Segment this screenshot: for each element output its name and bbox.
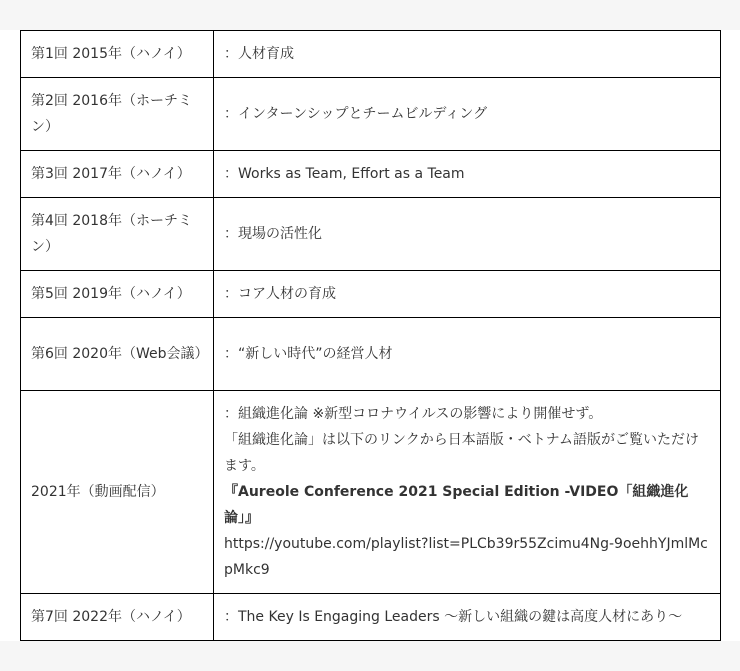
theme-cell: [214, 391, 721, 594]
video-description: 「組織進化論」は以下のリンクから日本語版・ベトナム語版がご覧いただけます。: [224, 432, 700, 474]
theme-cell: ：“新しい時代”の経営人材: [214, 318, 721, 391]
theme-cell: ：Works as Team, Effort as a Team: [214, 151, 721, 198]
video-title: 『Aureole Conference 2021 Special Edition -VIDEO「組織進化論」』: [224, 484, 689, 526]
table-row: [21, 271, 721, 318]
event-cell: 第7回 2022年（ハノイ）: [21, 594, 214, 641]
table-row: [21, 391, 721, 594]
theme-cell: ：人材育成: [214, 31, 721, 78]
conference-history-table: [20, 30, 721, 641]
event-cell: 第2回 2016年（ホーチミン）: [21, 78, 214, 151]
table-row: [21, 318, 721, 391]
playlist-url[interactable]: https://youtube.com/playlist?list=PLCb39r55Zcimu4Ng-9oehhYJmlMcpMkc9: [224, 536, 708, 578]
event-cell: 2021年（動画配信）: [21, 391, 214, 594]
event-cell: 第3回 2017年（ハノイ）: [21, 151, 214, 198]
event-cell: 第1回 2015年（ハノイ）: [21, 31, 214, 78]
theme-cell: ：コア人材の育成: [214, 271, 721, 318]
table-row: [21, 151, 721, 198]
event-cell: 第5回 2019年（ハノイ）: [21, 271, 214, 318]
event-cell: 第4回 2018年（ホーチミン）: [21, 198, 214, 271]
content-area: [0, 30, 740, 641]
event-cell: 第6回 2020年（Web会議）: [21, 318, 214, 391]
table-row: [21, 31, 721, 78]
theme-cell: ：現場の活性化: [214, 198, 721, 271]
table-row: [21, 198, 721, 271]
theme-cell: ：The Key Is Engaging Leaders 〜新しい組織の鍵は高度人材にあり〜: [214, 594, 721, 641]
table-row: [21, 594, 721, 641]
theme-note: ：組織進化論 ※新型コロナウイルスの影響により開催せず。: [224, 406, 603, 422]
theme-cell: ：インターンシップとチームビルディング: [214, 78, 721, 151]
table-row: [21, 78, 721, 151]
